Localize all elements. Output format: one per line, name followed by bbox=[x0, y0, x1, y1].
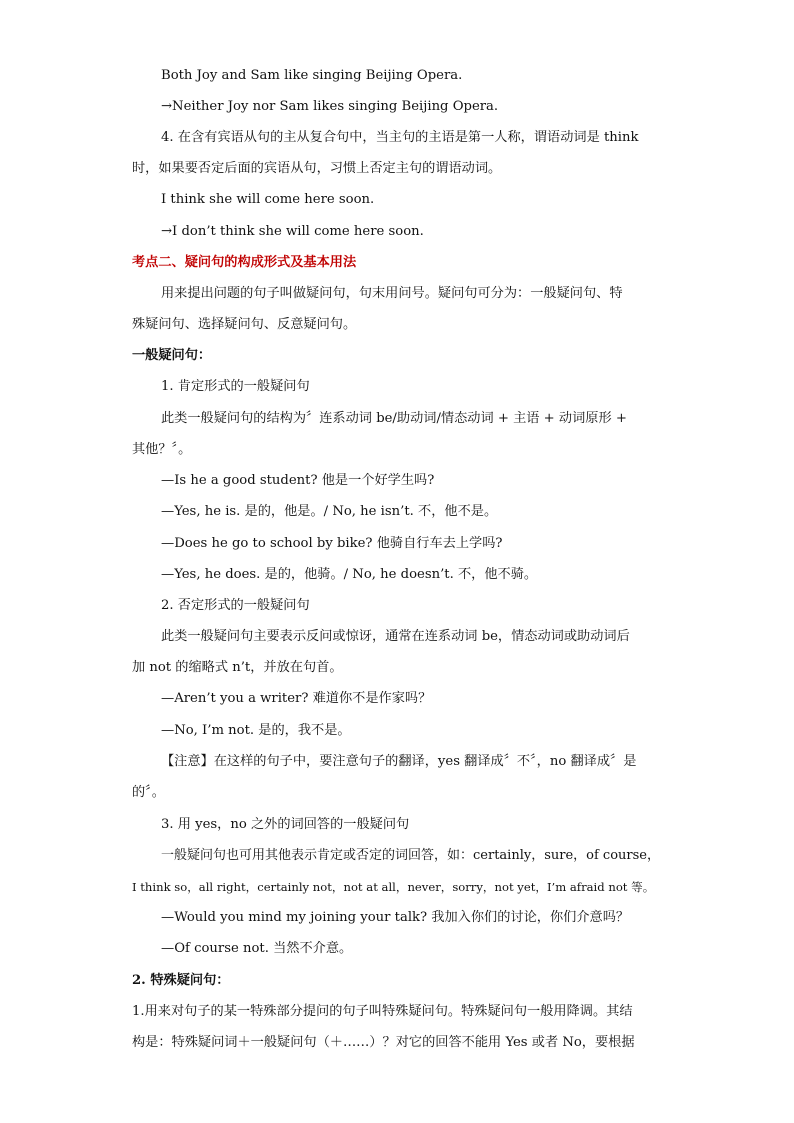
body-paragraph: 一般疑问句也可用其他表示肯定或否定的词回答，如：certainly，sure，of course， bbox=[161, 848, 660, 863]
numbered-item: 3. 用 yes，no 之外的词回答的一般疑问句 bbox=[161, 817, 410, 832]
numbered-item: 2. 否定形式的一般疑问句 bbox=[161, 598, 310, 613]
body-paragraph: 殊疑问句、选择疑问句、反意疑问句。 bbox=[132, 317, 357, 332]
dialogue-line: —Aren’t you a writer? 难道你不是作家吗？ bbox=[161, 691, 432, 706]
body-paragraph: 此类一般疑问句主要表示反问或惊讶，通常在连系动词 be，情态动词或助动词后 bbox=[161, 629, 630, 644]
body-paragraph: 其他？〞。 bbox=[132, 442, 192, 457]
rule-paragraph: 4. 在含有宾语从句的主从复合句中，当主句的主语是第一人称，谓语动词是 think bbox=[161, 130, 639, 145]
dialogue-line: —Is he a good student? 他是一个好学生吗? bbox=[161, 473, 435, 488]
rule-paragraph: 时，如果要否定后面的宾语从句，习惯上否定主句的谓语动词。 bbox=[132, 161, 502, 176]
example-sentence: I think she will come here soon. bbox=[161, 192, 375, 207]
dialogue-line: —No, I’m not. 是的，我不是。 bbox=[161, 723, 351, 738]
dialogue-line: —Does he go to school by bike? 他骑自行车去上学吗? bbox=[161, 536, 503, 551]
dialogue-line: —Yes, he does. 是的，他骑。/ No, he doesn’t. 不，他不骑。 bbox=[161, 567, 538, 582]
numbered-item: 1. 肯定形式的一般疑问句 bbox=[161, 379, 310, 394]
body-paragraph: 构是：特殊疑问词＋一般疑问句（＋……）？对它的回答不能用 Yes 或者 No，要根据 bbox=[132, 1035, 635, 1050]
subsection-heading: 一般疑问句： bbox=[132, 348, 212, 363]
dialogue-line: —Yes, he is. 是的，他是。/ No, he isn’t. 不，他不是。 bbox=[161, 504, 498, 519]
dialogue-line: —Of course not. 当然不介意。 bbox=[161, 941, 353, 956]
section-heading: 考点二、疑问句的构成形式及基本用法 bbox=[132, 255, 357, 270]
note-paragraph: 的〞。 bbox=[132, 785, 165, 800]
dialogue-line: —Would you mind my joining your talk? 我加入你们的讨论，你们介意吗？ bbox=[161, 910, 630, 925]
example-sentence: Both Joy and Sam like singing Beijing Opera. bbox=[161, 68, 463, 83]
note-paragraph: 【注意】在这样的句子中，要注意句子的翻译，yes 翻译成〞不〞，no 翻译成〞是 bbox=[161, 754, 637, 769]
example-sentence: →Neither Joy nor Sam likes singing Beijing Opera. bbox=[161, 99, 499, 114]
body-paragraph: I think so，all right，certainly not，not at all，never，sorry，not yet，I’m afraid not 等。 bbox=[132, 880, 655, 894]
body-paragraph: 此类一般疑问句的结构为〞连系动词 be/助动词/情态动词 + 主语 + 动词原形 + bbox=[161, 411, 627, 426]
example-sentence: →I don’t think she will come here soon. bbox=[161, 224, 424, 239]
body-paragraph: 用来提出问题的句子叫做疑问句，句末用问号。疑问句可分为：一般疑问句、特 bbox=[161, 286, 623, 301]
body-paragraph: 1.用来对句子的某一特殊部分提问的句子叫特殊疑问句。特殊疑问句一般用降调。其结 bbox=[132, 1004, 633, 1019]
body-paragraph: 加 not 的缩略式 n’t，并放在句首。 bbox=[132, 660, 343, 675]
subsection-heading: 2. 特殊疑问句： bbox=[132, 973, 230, 988]
